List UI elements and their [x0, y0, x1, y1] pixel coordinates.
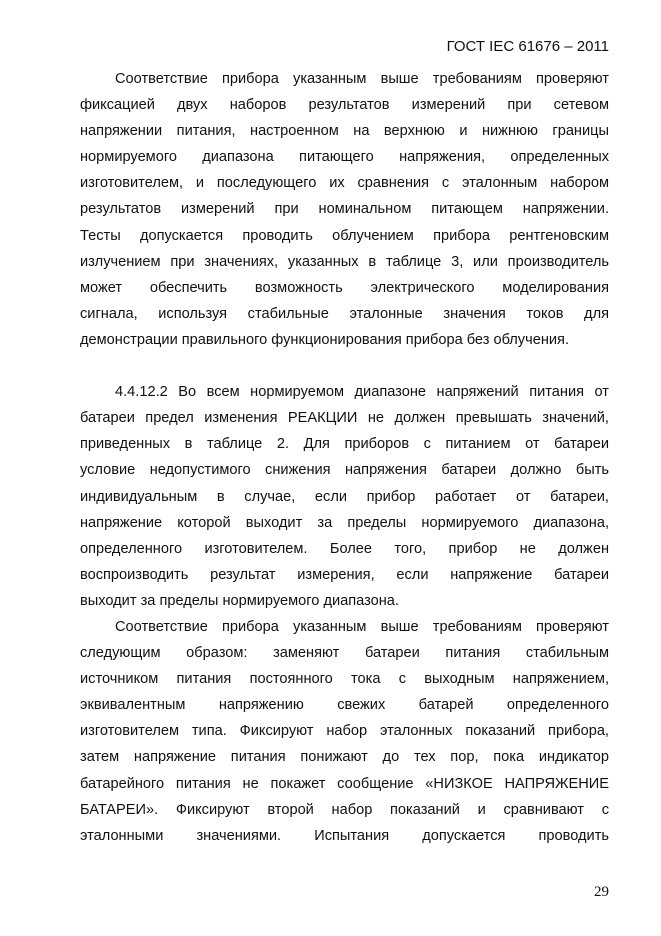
text-line: нормируемого диапазона питающего напряжения, определенных	[80, 149, 609, 166]
text-line: напряжении питания, настроенном на верхнюю и нижнюю границы	[80, 123, 609, 140]
text-line: может обеспечить возможность электрического моделирования	[80, 279, 609, 296]
text-line: 4.4.12.2 Во всем нормируемом диапазоне напряжений питания от	[115, 384, 609, 401]
text-line: индивидуальным в случае, если прибор работает от батареи,	[80, 488, 609, 505]
text-line: напряжение которой выходит за пределы нормируемого диапазона,	[80, 514, 609, 531]
text-line: фиксацией двух наборов результатов измерений при сетевом	[80, 97, 609, 114]
text-line: излучением при значениях, указанных в таблице 3, или производитель	[80, 253, 609, 270]
text-line: приведенных в таблице 2. Для приборов с питанием от батареи	[80, 436, 609, 453]
text-line: Тесты допускается проводить облучением прибора рентгеновским	[80, 227, 609, 244]
text-line: результатов измерений при номинальном питающем напряжении.	[80, 201, 609, 218]
text-line: батарейного питания не покажет сообщение «НИЗКОЕ НАПРЯЖЕНИЕ	[80, 775, 609, 792]
text-line: воспроизводить результат измерения, если напряжение батареи	[80, 566, 609, 583]
document-header: ГОСТ IEC 61676 – 2011	[446, 38, 609, 55]
text-line: демонстрации правильного функционирования прибора без облучения.	[80, 331, 569, 348]
text-line: следующим образом: заменяют батареи питания стабильным	[80, 645, 609, 662]
text-line: батареи предел изменения РЕАКЦИИ не должен превышать значений,	[80, 410, 609, 427]
text-line: источником питания постоянного тока с выходным напряжением,	[80, 671, 609, 688]
text-line: эталонными значениями. Испытания допускается проводить	[80, 827, 609, 844]
text-line: эквивалентным напряжению свежих батарей определенного	[80, 697, 609, 714]
text-line: сигнала, используя стабильные эталонные значения токов для	[80, 305, 609, 322]
page-number: 29	[594, 884, 609, 900]
text-line: условие недопустимого снижения напряжения батареи должно быть	[80, 462, 609, 479]
text-line: Соответствие прибора указанным выше требованиям проверяют	[115, 618, 609, 635]
paragraph	[80, 614, 609, 849]
paragraph	[80, 379, 609, 614]
text-line: изготовителем типа. Фиксируют набор эталонных показаний прибора,	[80, 723, 609, 740]
text-line: Соответствие прибора указанным выше требованиям проверяют	[115, 71, 609, 87]
text-line: затем напряжение питания понижают до тех пор, пока индикатор	[80, 749, 609, 766]
document-body	[80, 66, 609, 849]
paragraph-gap	[80, 353, 609, 379]
text-line: определенного изготовителем. Более того, прибор не должен	[80, 540, 609, 557]
paragraph	[80, 66, 609, 353]
text-line: БАТАРЕИ». Фиксируют второй набор показаний и сравнивают с	[80, 801, 609, 818]
text-line: изготовителем, и последующего их сравнения с эталонным набором	[80, 175, 609, 192]
text-line: выходит за пределы нормируемого диапазона.	[80, 592, 399, 609]
